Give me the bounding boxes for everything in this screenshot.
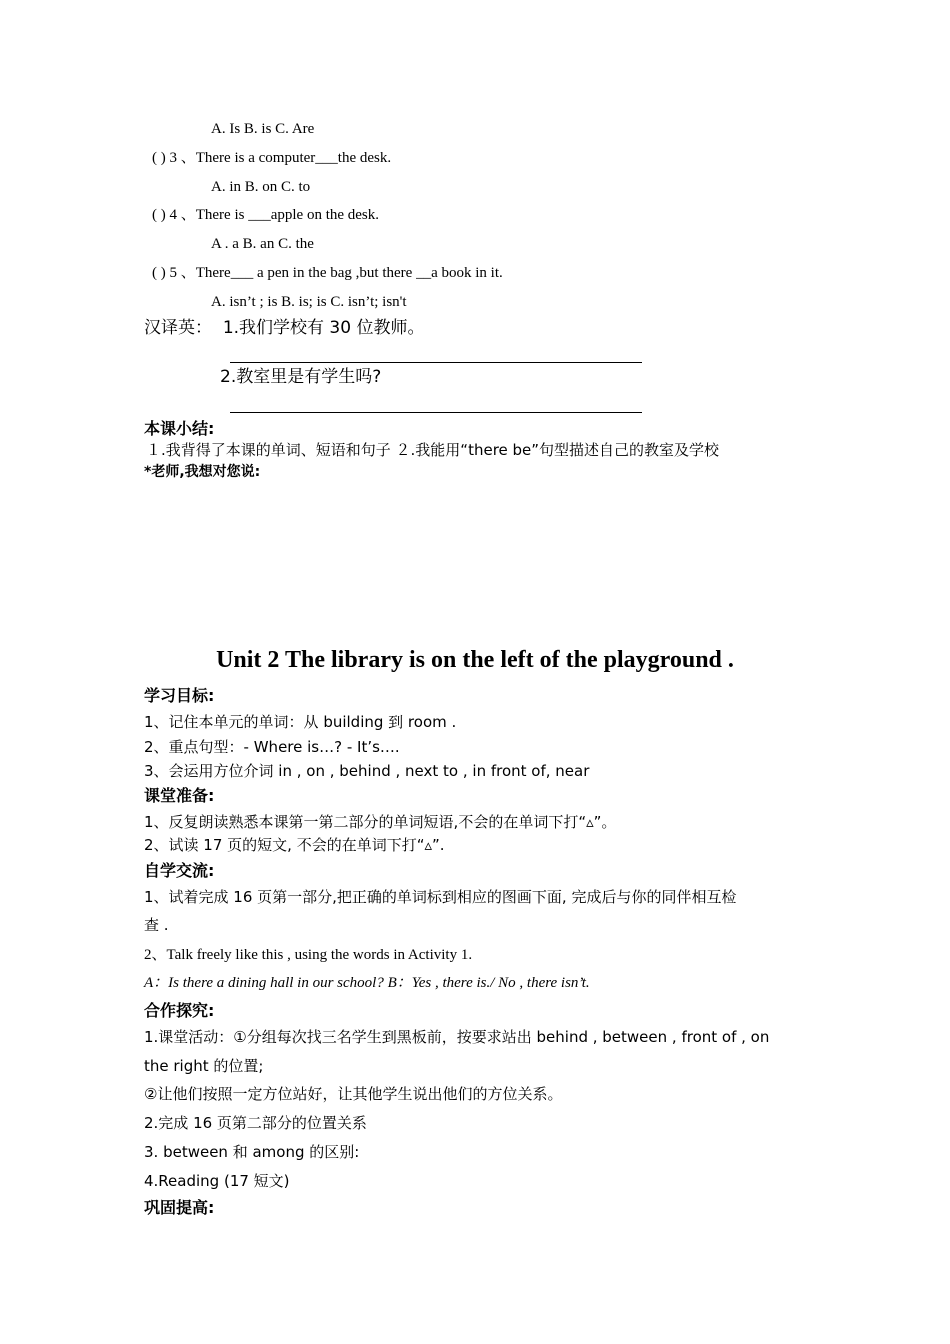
consolidate-heading: 巩固提高:: [144, 1198, 215, 1217]
answer-line-1: [230, 362, 642, 363]
dialogue-example: A：Is there a dining hall in our school? B：Yes , there is./ No , there isn’t.: [144, 975, 590, 991]
self-study-item: 查 .: [144, 916, 169, 934]
question-3: ( ) 3 、There is a computer___the desk.: [152, 150, 392, 166]
question-5: ( ) 5 、There___ a pen in the bag ,but there __a book in it.: [152, 265, 503, 281]
goal-item: 2、重点句型：- Where is…? - It’s….: [144, 738, 400, 756]
prep-item: 1、反复朗读熟悉本课第一第二部分的单词短语,不会的在单词下打“▵”。: [144, 813, 617, 831]
summary-heading: 本课小结:: [144, 419, 215, 438]
goals-heading: 学习目标:: [144, 686, 215, 705]
cooperation-item: the right 的位置;: [144, 1057, 264, 1075]
self-study-heading: 自学交流:: [144, 861, 215, 880]
answer-line-2: [230, 412, 642, 413]
goal-item: 3、会运用方位介词 in , on , behind , next to , in front of, near: [144, 762, 590, 780]
cooperation-item: 2.完成 16 页第二部分的位置关系: [144, 1114, 367, 1132]
cooperation-item: 1.课堂活动：①分组每次找三名学生到黑板前，按要求站出 behind , between , front of , on: [144, 1028, 770, 1046]
cooperation-item: 4.Reading (17 短文): [144, 1172, 290, 1190]
prep-heading: 课堂准备:: [144, 786, 215, 805]
self-study-item: 2、Talk freely like this , using the words in Activity 1.: [144, 947, 473, 963]
q2-options: A. Is B. is C. Are: [211, 121, 315, 137]
translation-row-1: [144, 318, 424, 338]
translation-item-2: 2.教室里是有学生吗?: [220, 367, 382, 387]
translation-item-1: 1.我们学校有 30 位教师。: [222, 318, 425, 338]
summary-text: １.我背得了本课的单词、短语和句子 ２.我能用“there be”句型描述自己的教室及学校: [146, 441, 720, 459]
self-study-item: 1、试着完成 16 页第一部分,把正确的单词标到相应的图画下面, 完成后与你的同伴相互检: [144, 888, 737, 906]
question-4: ( ) 4 、There is ___apple on the desk.: [152, 207, 380, 223]
cooperation-heading: 合作探究:: [144, 1001, 215, 1020]
translation-label: 汉译英：: [144, 318, 212, 338]
q5-options: A. isn’t ; is B. is; is C. isn’t; isn't: [211, 294, 407, 310]
cooperation-item: 3. between 和 among 的区别:: [144, 1143, 360, 1161]
teacher-note: *老师,我想对您说:: [144, 464, 261, 480]
q3-options: A. in B. on C. to: [211, 179, 311, 195]
prep-item: 2、试读 17 页的短文, 不会的在单词下打“▵”.: [144, 836, 445, 854]
q4-options: A . a B. an C. the: [211, 236, 314, 252]
goal-item: 1、记住本单元的单词：从 building 到 room .: [144, 713, 457, 731]
cooperation-item: ②让他们按照一定方位站好，让其他学生说出他们的方位关系。: [144, 1085, 563, 1103]
unit-title: Unit 2 The library is on the left of the playground .: [216, 647, 734, 673]
